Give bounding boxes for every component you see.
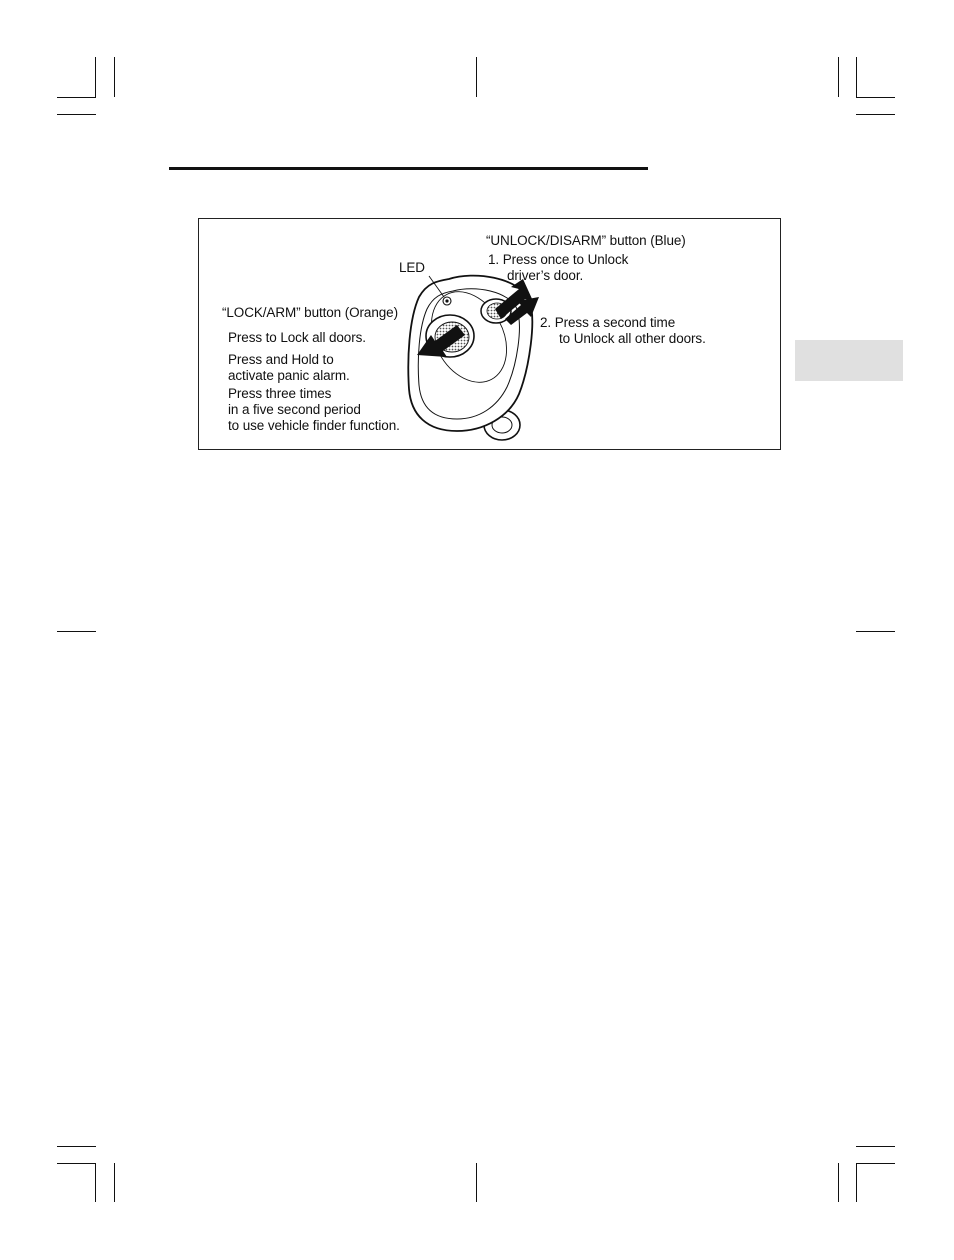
crop-mark (856, 114, 895, 115)
crop-mark (856, 631, 895, 632)
crop-mark (57, 1146, 96, 1147)
lock-line-5: in a five second period (228, 402, 361, 417)
led-label: LED (399, 260, 425, 275)
unlock-step2-line1: 2. Press a second time (540, 315, 676, 330)
crop-mark (856, 1146, 895, 1147)
lock-line-2: Press and Hold to (228, 352, 334, 367)
crop-mark (114, 1163, 115, 1202)
lock-line-4: Press three times (228, 386, 332, 401)
crop-mark (838, 57, 839, 97)
crop-mark (856, 97, 895, 98)
crop-mark (57, 97, 96, 98)
crop-mark (57, 114, 96, 115)
lock-button-title: “LOCK/ARM” button (Orange) (222, 305, 398, 320)
crop-mark (95, 1163, 96, 1202)
crop-mark (476, 57, 477, 97)
lock-line-1: Press to Lock all doors. (228, 330, 366, 345)
crop-mark (838, 1163, 839, 1202)
section-tab (795, 340, 903, 381)
crop-mark (856, 1163, 895, 1164)
unlock-step2-line2: to Unlock all other doors. (559, 331, 706, 346)
crop-mark (57, 631, 96, 632)
crop-mark (856, 1163, 857, 1202)
unlock-step1-line2: driver’s door. (507, 268, 584, 283)
crop-mark (95, 57, 96, 97)
crop-mark (57, 1163, 96, 1164)
keyfob-figure (198, 218, 781, 450)
lock-line-6: to use vehicle finder function. (228, 418, 400, 433)
unlock-button-title: “UNLOCK/DISARM” button (Blue) (486, 233, 686, 248)
lock-line-3: activate panic alarm. (228, 368, 350, 383)
unlock-step1-line1: 1. Press once to Unlock (488, 252, 629, 267)
led-icon (443, 297, 451, 305)
crop-mark (856, 57, 857, 97)
crop-mark (476, 1163, 477, 1202)
header-rule (169, 167, 648, 170)
crop-mark (114, 57, 115, 97)
